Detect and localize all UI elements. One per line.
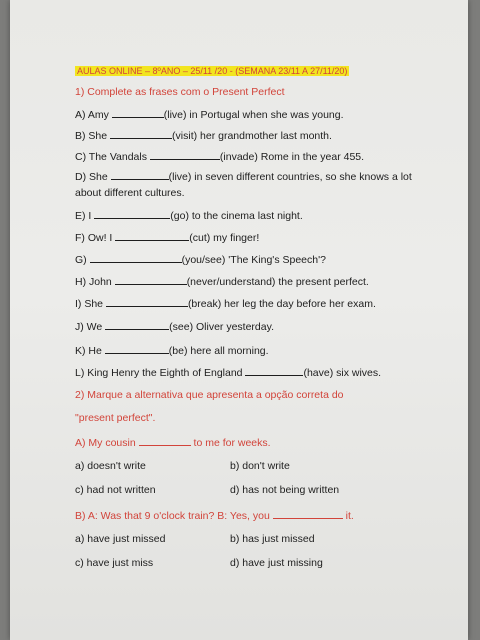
item-a <box>75 108 344 122</box>
item-l <box>75 366 381 380</box>
item-l-blank <box>245 366 303 376</box>
item-d <box>75 170 412 184</box>
item-b-blank <box>110 129 172 139</box>
item-g-pre: G) <box>75 254 90 266</box>
item-h-blank <box>115 275 187 285</box>
header <box>75 65 349 78</box>
item-e-pre: E) I <box>75 210 95 222</box>
item-i-blank <box>106 297 188 307</box>
item-j-post: (see) Oliver yesterday. <box>169 321 274 333</box>
question-a-pre: A) My cousin <box>75 437 139 449</box>
question-a-blank <box>139 436 191 446</box>
item-f-pre: F) Ow! I <box>75 232 116 244</box>
question-a-options-row2 <box>75 484 340 497</box>
option-a-c[interactable]: c) had not written <box>75 484 156 496</box>
item-h-pre: H) John <box>75 276 115 288</box>
item-f <box>75 231 259 245</box>
question-b-blank <box>273 509 343 519</box>
section1-title: 1) Complete as frases com o Present Perfect <box>75 86 285 98</box>
item-i-post: (break) her leg the day before her exam. <box>187 298 376 310</box>
item-a-blank <box>112 108 164 118</box>
item-g-post: (you/see) 'The King's Speech'? <box>181 254 326 266</box>
item-e <box>75 209 303 223</box>
item-c-post: (invade) Rome in the year 455. <box>219 151 365 163</box>
item-i-pre: I) She <box>75 298 106 310</box>
option-b-d[interactable]: d) have just missing <box>230 557 323 569</box>
question-b <box>75 509 354 523</box>
item-a-pre: A) Amy <box>75 109 112 121</box>
item-b-post: (visit) her grandmother last month. <box>172 130 332 142</box>
item-l-post: (have) six wives. <box>303 367 382 379</box>
question-b-post: it. <box>342 510 354 522</box>
item-f-post: (cut) my finger! <box>189 232 260 244</box>
option-b-a[interactable]: a) have just missed <box>75 533 166 545</box>
item-k-blank <box>105 344 169 354</box>
question-a-post: to me for weeks. <box>190 437 271 449</box>
item-k-pre: K) He <box>75 345 105 357</box>
question-a-options-row1 <box>75 460 290 473</box>
option-b-c[interactable]: c) have just miss <box>75 557 154 569</box>
item-h-post: (never/understand) the present perfect. <box>186 276 369 288</box>
item-f-blank <box>115 231 189 241</box>
header-text: AULAS ONLINE – 8ºANO – 25/11 /20 - (SEMANA 23/11 A 27/11/20) <box>77 66 348 76</box>
item-d-pre: D) She <box>75 171 111 183</box>
option-a-d[interactable]: d) has not being written <box>230 484 340 496</box>
option-b-b[interactable]: b) has just missed <box>230 533 315 545</box>
question-b-options-row2 <box>75 557 323 570</box>
item-c-pre: C) The Vandals <box>75 151 150 163</box>
item-d-post: (live) in seven different countries, so she knows a lot <box>168 171 412 183</box>
question-a <box>75 436 271 450</box>
item-j-pre: J) We <box>75 321 106 333</box>
option-a-b[interactable]: b) don't write <box>230 460 290 472</box>
worksheet-page <box>10 0 468 640</box>
item-e-blank <box>94 209 170 219</box>
question-b-options-row1 <box>75 533 315 546</box>
item-c-blank <box>150 150 220 160</box>
section2-title-line2: "present perfect". <box>75 412 156 424</box>
item-k <box>75 344 269 358</box>
item-e-post: (go) to the cinema last night. <box>170 210 303 222</box>
item-j <box>75 320 274 334</box>
section2-title-line1: 2) Marque a alternativa que apresenta a opção correta do <box>75 389 344 401</box>
item-h <box>75 275 369 289</box>
item-k-post: (be) here all morning. <box>168 345 269 357</box>
item-a-post: (live) in Portugal when she was young. <box>163 109 344 121</box>
item-b <box>75 129 332 143</box>
question-b-pre: B) A: Was that 9 o'clock train? B: Yes, you <box>75 510 273 522</box>
item-d-continued: about different cultures. <box>75 187 185 199</box>
item-j-blank <box>105 320 169 330</box>
option-a-a[interactable]: a) doesn't write <box>75 460 146 472</box>
item-g <box>75 253 326 267</box>
item-c <box>75 150 364 164</box>
item-d-blank <box>111 170 169 180</box>
item-l-pre: L) King Henry the Eighth of England <box>75 367 246 379</box>
item-b-pre: B) She <box>75 130 111 142</box>
item-i <box>75 297 376 311</box>
item-g-blank <box>90 253 182 263</box>
